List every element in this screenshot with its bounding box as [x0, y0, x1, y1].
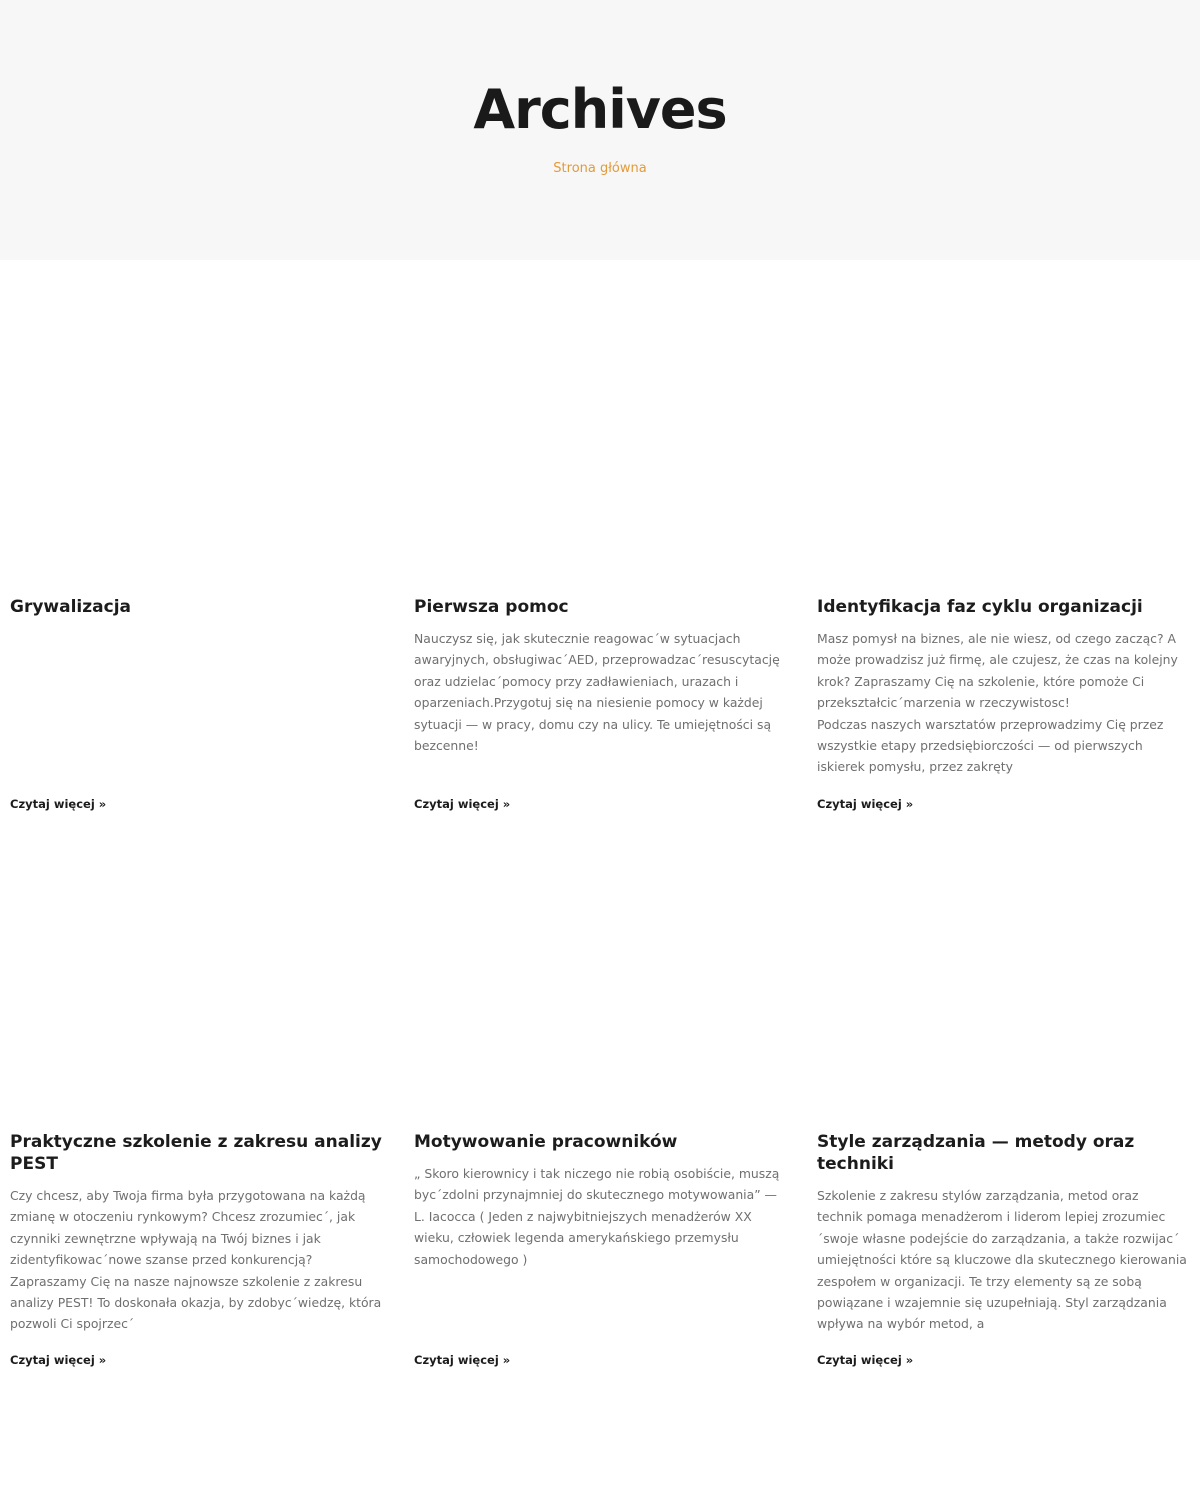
post-card [817, 1131, 1187, 1335]
post-excerpt: „ Skoro kierownicy i tak niczego nie robią osobiście, muszą byc´zdolni przynajmniej do skutecznego motywowania” — L. Iacocca ( Jeden z najwybitniejszych menadżerów XX wieku, człowiek legenda amerykańskiego przemysłu samochodowego ) [414, 1166, 780, 1267]
post-card [10, 1131, 384, 1335]
post-title[interactable]: Pierwsza pomoc [414, 597, 569, 617]
post-card [10, 596, 384, 628]
breadcrumb-home-link[interactable]: Strona główna [553, 161, 647, 176]
post-excerpt: Szkolenie z zakresu stylów zarządzania, metod oraz technik pomaga menadżerom i liderom lepiej zrozumiec´swoje własne podejście do zarządzania, a także rozwijac´ umiejętności które są kluczowe dla skutecznego kierowania zespołem w organizacji. Te trzy elementy są ze sobą powiązane i wzajemnie się uzupełniają. Styl zarządzania wpływa na wybór metod, a [817, 1188, 1187, 1332]
read-more-link[interactable]: Czytaj więcej » [10, 1353, 107, 1367]
post-excerpt: Nauczysz się, jak skutecznie reagowac´w sytuacjach awaryjnych, obsługiwac´AED, przeprowadzac´resuscytację oraz udzielac´pomocy przy zadławieniach, urazach i oparzeniach.Przygotuj się na niesienie pomocy w każdej sytuacji — w pracy, domu czy na ulicy. Te umiejętności są bezcenne! [414, 631, 780, 754]
post-card [817, 596, 1187, 778]
read-more-link[interactable]: Czytaj więcej » [817, 1353, 914, 1367]
read-more-link[interactable]: Czytaj więcej » [817, 797, 914, 811]
read-more-link[interactable]: Czytaj więcej » [414, 797, 511, 811]
post-excerpt: Masz pomysł na biznes, ale nie wiesz, od czego zacząc? A może prowadzisz już firmę, ale czujesz, że czas na kolejny krok? Zapraszamy Cię na szkolenie, które pomoże Ci przekształcic´marzenia w rzeczywistosc! Podczas naszych warsztatów przeprowadzimy Cię przez wszystkie etapy przedsiębiorczości — od pierwszych iskierek pomysłu, przez zakręty [817, 631, 1178, 775]
post-card [414, 596, 788, 756]
post-title[interactable]: Style zarządzania — metody oraz techniki [817, 1132, 1135, 1174]
post-excerpt: Czy chcesz, aby Twoja firma była przygotowana na każdą zmianę w otoczeniu rynkowym? Chcesz zrozumiec´, jak czynniki zewnętrzne wpływają na Twój biznes i jak zidentyfikowac´nowe szanse przed konkurencją? Zapraszamy Cię na nasze najnowsze szkolenie z zakresu analizy PEST! To doskonała okazja, by zdobyc´wiedzę, która pozwoli Ci spojrzec´ [10, 1188, 382, 1332]
post-title[interactable]: Motywowanie pracowników [414, 1132, 678, 1152]
post-title[interactable]: Grywalizacja [10, 597, 131, 617]
post-title[interactable]: Identyfikacja faz cyklu organizacji [817, 597, 1143, 617]
page-header [0, 0, 1200, 260]
read-more-link[interactable]: Czytaj więcej » [414, 1353, 511, 1367]
post-title[interactable]: Praktyczne szkolenie z zakresu analizy PEST [10, 1132, 382, 1174]
post-card [414, 1131, 788, 1270]
page-title: Archives [473, 78, 727, 141]
read-more-link[interactable]: Czytaj więcej » [10, 797, 107, 811]
